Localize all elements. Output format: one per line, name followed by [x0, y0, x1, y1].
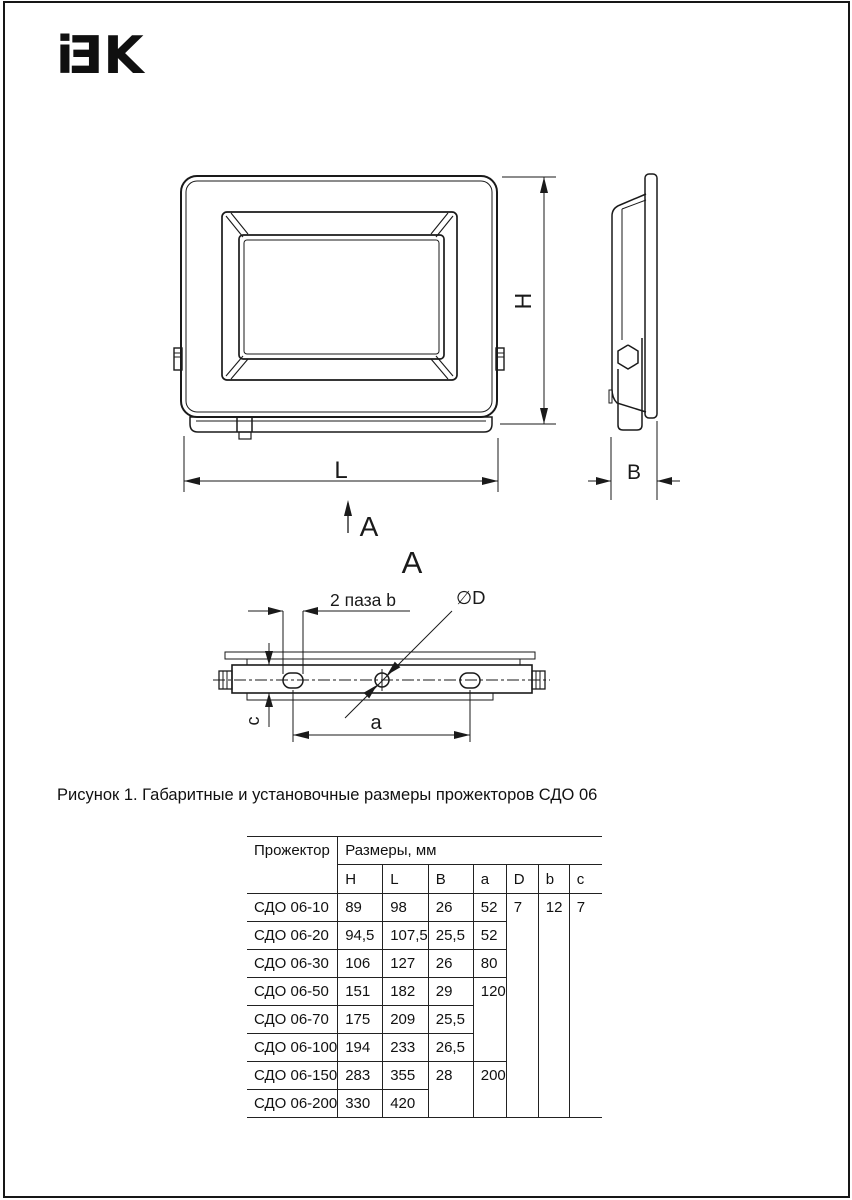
column-header-H: H: [338, 865, 383, 894]
table-cell: 80: [473, 950, 506, 978]
front-view: [174, 176, 504, 439]
table-row-label: СДО 06-200: [247, 1090, 338, 1118]
table-row-label: СДО 06-30: [247, 950, 338, 978]
column-header-c: c: [569, 865, 602, 894]
table-cell: 283: [338, 1062, 383, 1090]
dim-label-a: a: [370, 712, 382, 734]
table-cell: 182: [383, 978, 429, 1006]
column-header-a: a: [473, 865, 506, 894]
table-cell: 7: [506, 894, 538, 1118]
table-cell: 52: [473, 922, 506, 950]
column-header-projector: Прожектор: [247, 837, 338, 894]
table-cell: 29: [428, 978, 473, 1006]
table-cell: 89: [338, 894, 383, 922]
table-header-row-group: [247, 837, 602, 865]
table-cell: 26,5: [428, 1034, 473, 1062]
table-body: [247, 894, 602, 1118]
table-row-label: СДО 06-150: [247, 1062, 338, 1090]
table-row-label: СДО 06-20: [247, 922, 338, 950]
table-cell: 120: [473, 978, 506, 1062]
table-cell: 94,5: [338, 922, 383, 950]
table-row: [247, 894, 602, 922]
table-cell: 12: [538, 894, 569, 1118]
column-header-D: D: [506, 865, 538, 894]
table-row-label: СДО 06-10: [247, 894, 338, 922]
table-cell: 98: [383, 894, 429, 922]
table-cell: 25,5: [428, 1006, 473, 1034]
table-cell: 25,5: [428, 922, 473, 950]
dim-label-L: L: [334, 457, 348, 484]
column-header-sizes: Размеры, мм: [338, 837, 603, 865]
table-cell: 175: [338, 1006, 383, 1034]
dimension-L: [184, 436, 498, 492]
table-cell: 194: [338, 1034, 383, 1062]
column-header-L: L: [383, 865, 429, 894]
table-row-label: СДО 06-70: [247, 1006, 338, 1034]
table-cell: 26: [428, 894, 473, 922]
dimensions-table: [247, 836, 602, 1118]
table-cell: 200: [473, 1062, 506, 1118]
side-view: [609, 174, 657, 430]
column-header-b: b: [538, 865, 569, 894]
table-cell: 127: [383, 950, 429, 978]
section-view: [213, 652, 550, 700]
logo-letter-k: K: [103, 26, 141, 86]
dim-label-diameter: ∅D: [456, 587, 486, 608]
table-row-label: СДО 06-100: [247, 1034, 338, 1062]
dim-label-slots: 2 паза b: [330, 590, 396, 610]
table-row-label: СДО 06-50: [247, 978, 338, 1006]
table-cell: 7: [569, 894, 602, 1118]
dim-label-B: B: [626, 461, 642, 484]
table-cell: 106: [338, 950, 383, 978]
table-cell: 420: [383, 1090, 429, 1118]
table-cell: 52: [473, 894, 506, 922]
dimension-B: [588, 421, 680, 500]
dimension-c: [243, 643, 273, 727]
table-cell: 233: [383, 1034, 429, 1062]
column-header-B: B: [428, 865, 473, 894]
dimension-a: [293, 690, 470, 742]
table-cell: 151: [338, 978, 383, 1006]
view-a-arrow: [344, 500, 379, 542]
figure-caption: Рисунок 1. Габаритные и установочные размеры прожекторов СДО 06: [57, 786, 598, 804]
logo-letter-e: E: [70, 26, 104, 86]
table-cell: 26: [428, 950, 473, 978]
dimension-slots: [248, 590, 410, 674]
dim-label-c: c: [243, 716, 263, 726]
table-cell: 209: [383, 1006, 429, 1034]
dimension-H: [500, 177, 556, 424]
table-cell: 107,5: [383, 922, 429, 950]
section-a-title: A: [401, 545, 423, 580]
view-a-label: A: [359, 511, 379, 542]
dim-label-H: H: [510, 292, 536, 310]
logo-letter-i: i: [56, 26, 71, 86]
table-cell: 28: [428, 1062, 473, 1118]
table-cell: 355: [383, 1062, 429, 1090]
table-cell: 330: [338, 1090, 383, 1118]
